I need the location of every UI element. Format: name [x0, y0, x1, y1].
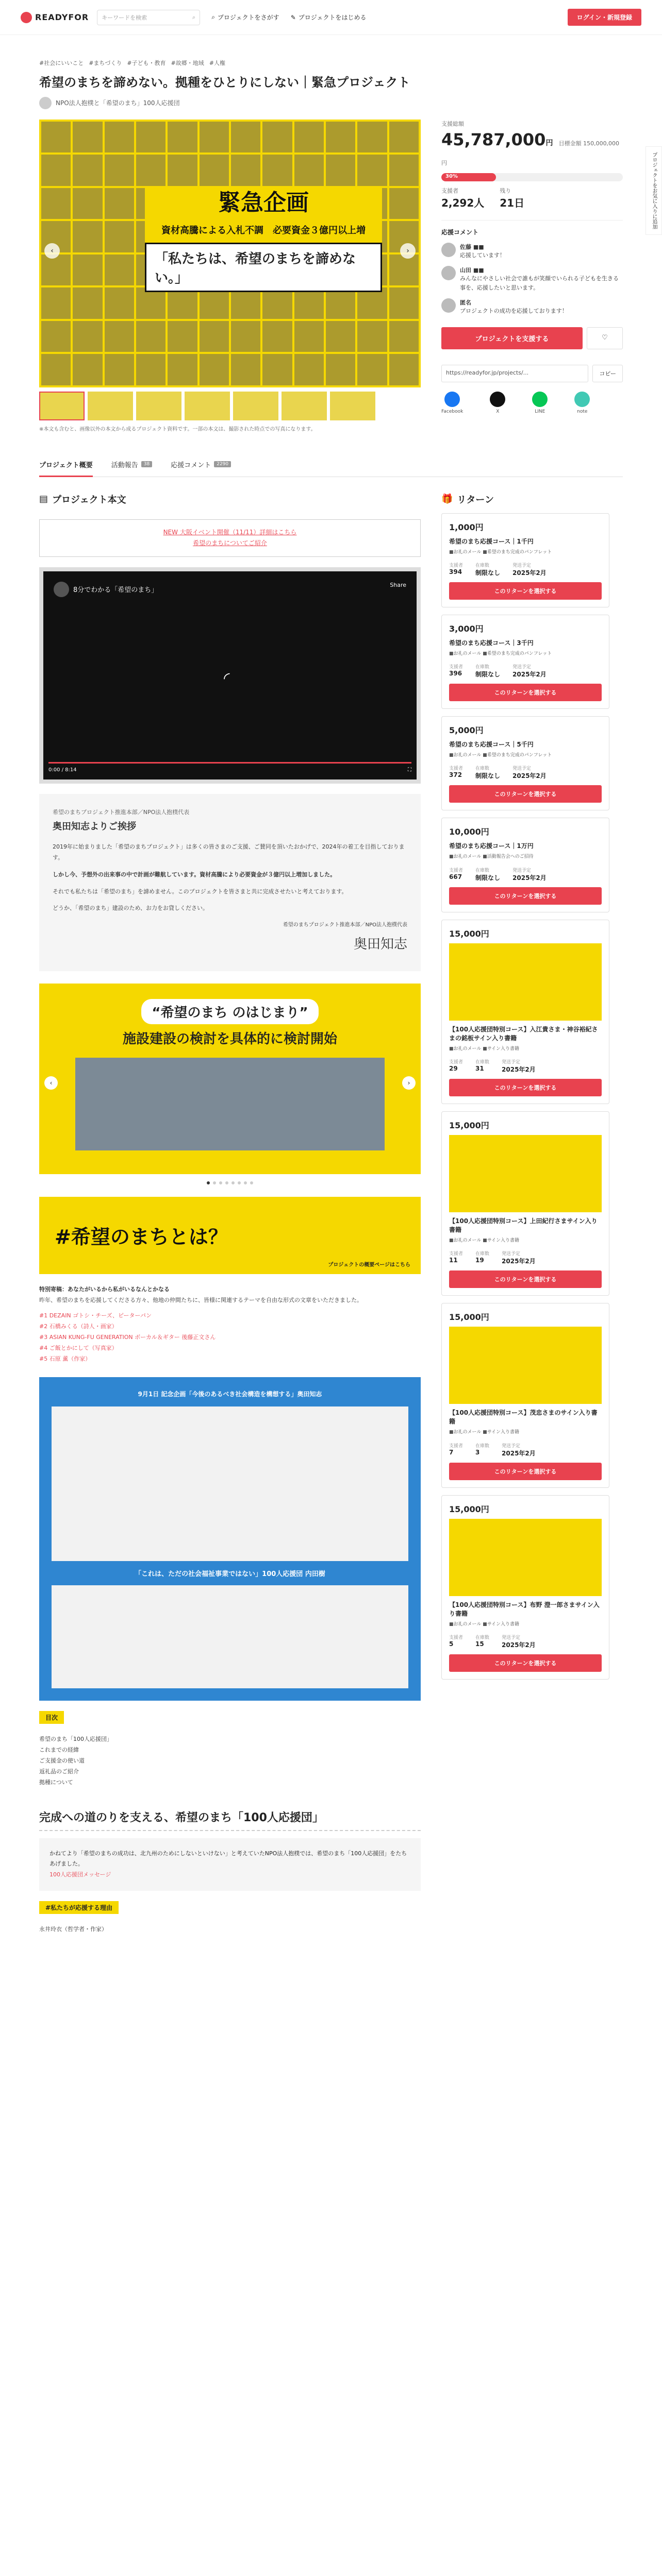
start-slider: “希望のまち のはじまり” 施設建設の検討を具体的に検討開始 ‹ ›	[39, 984, 421, 1174]
collage-photo	[73, 221, 102, 252]
comment-item: 山田 ■■ みんなにやさしい社会で誰もが笑顔でいられる子どもを生きる事を、応援したいと思います。	[441, 266, 623, 292]
collage-photo	[168, 155, 197, 186]
video-controls[interactable]: 0:00 / 8:14 ⛶	[48, 762, 411, 774]
facebook-share[interactable]: Facebook	[441, 392, 463, 414]
collage-photo	[231, 354, 260, 385]
reward-price: 15,000円	[449, 1504, 489, 1514]
toc-item[interactable]: 拠種について	[39, 1778, 73, 1786]
collage-photo	[389, 188, 419, 219]
select-reward-button[interactable]: このリターンを選択する	[449, 1654, 602, 1672]
next-arrow-icon[interactable]: ›	[400, 243, 416, 259]
collage-photo	[136, 287, 166, 319]
header	[0, 0, 662, 35]
collage-photo	[41, 155, 71, 186]
collage-photo	[262, 155, 292, 186]
collage-photo	[73, 155, 102, 186]
hero	[39, 120, 421, 434]
reason-tag: #私たちが応援する理由	[39, 1901, 119, 1914]
notice-box	[39, 519, 421, 557]
document-icon: ▤	[39, 494, 48, 505]
logo[interactable]: READYFOR	[21, 12, 89, 23]
reward-card[interactable]	[441, 716, 609, 810]
hero-headline	[145, 187, 382, 290]
prev-arrow-icon[interactable]: ‹	[44, 243, 60, 259]
collage-photo	[326, 122, 355, 153]
collage-photo	[357, 321, 387, 352]
search-input[interactable]: キーワードを検索 ⌕	[97, 10, 200, 25]
event-video[interactable]	[52, 1585, 408, 1688]
collage-photo	[326, 155, 355, 186]
reward-price: 5,000円	[449, 725, 484, 736]
collage-photo	[389, 354, 419, 385]
contribution-link[interactable]: #2 石橋みくる（詩人・画家）	[39, 1323, 118, 1330]
about-banner[interactable]: #希望のまちとは？ プロジェクトの概要ページはこちら	[39, 1197, 421, 1274]
readyfor-logo-icon	[21, 12, 32, 23]
rewards-title: 🎁 リターン	[441, 494, 494, 505]
select-reward-button[interactable]: このリターンを選択する	[449, 1463, 602, 1480]
project-summary	[441, 120, 623, 434]
reward-card[interactable]	[441, 615, 609, 709]
collage-photo	[262, 122, 292, 153]
project-tags	[39, 59, 623, 67]
login-button[interactable]: ログイン・新規登録	[568, 9, 641, 26]
reward-card[interactable]	[441, 1303, 609, 1487]
collage-photo	[41, 287, 71, 319]
x-icon	[490, 392, 505, 407]
favorite-button[interactable]: ♡	[587, 327, 623, 349]
collage-photo	[294, 287, 324, 319]
collage-photo	[231, 122, 260, 153]
collage-photo	[105, 155, 134, 186]
toc-item[interactable]: 返礼品のご紹介	[39, 1768, 79, 1775]
contribution-link[interactable]: #4 ご飯とかにして（写真家）	[39, 1345, 118, 1352]
collage-photo	[294, 155, 324, 186]
thumbnail[interactable]	[39, 392, 85, 420]
collage-photo	[73, 354, 102, 385]
hero-kinkyu: 緊急企画	[218, 189, 309, 216]
x-share[interactable]: X	[490, 392, 505, 414]
collage-photo	[136, 155, 166, 186]
collage-photo	[41, 188, 71, 219]
construction-image	[75, 1058, 385, 1150]
reward-meta: 支援者 372 在庫数 制限なし 発送予定 2025年2月	[449, 766, 547, 780]
find-projects-link[interactable]: ⌕ プロジェクトをさがす	[211, 13, 279, 21]
hero-thumbnails	[39, 392, 421, 420]
event-link[interactable]: NEW 大阪イベント開催（11/11）詳細はこちら	[163, 528, 297, 536]
event-banner: 9月1日 記念企画「今後のあるべき社会構造を構想する」奥田知志 「これは、ただの社会福祉事業ではない」100人応援団 内田樹	[39, 1377, 421, 1701]
select-reward-button[interactable]: このリターンを選択する	[449, 582, 602, 600]
video-player[interactable]: 8分でわかる「希望のまち」 Share ◜ 0:00 / 8:14 ⛶	[39, 567, 421, 784]
reward-image	[449, 943, 602, 1021]
section-heading: 完成への道のりを支える、希望のまち「100人応援団」	[39, 1809, 421, 1831]
reward-image	[449, 1135, 602, 1212]
toc-label: 目次	[39, 1711, 64, 1724]
collage-photo	[262, 287, 292, 319]
greeting-letter: 希望のまちプロジェクト推進本部／NPO法人抱樸代表 奥田知志よりご挨拶 2019年に始まりました「希望のまちプロジェクト」は多くの皆さまのご支援、ご賛同を頂いたおかげで、2024年の着工を目指しております。 しかし今、予想外の出来事の中で計画が難航しています。資材高騰により必要資金が３億円以上増加しました。 それでも私たちは「希望のまち」を諦めません。このプロジェクトを皆さまと共に完成させたいと考えております。 どうか、「希望のまち」建設のため、お力をお貸しください。 希望のまちプロジェクト推進本部／NPO法人抱樸代表 奥田知志	[39, 794, 421, 971]
reward-meta: 支援者 29 在庫数 31 発送予定 2025年2月	[449, 1060, 536, 1074]
collage-photo	[231, 321, 260, 352]
special-contributions: 特別寄稿：あなたがいるから私がいるなんとかなる 昨年、希望のまちを応援してくださる方々、他地の仲間たちに、皆様に関連するテーマを自由な形式の文章をいただきました。 #1 DEZAIN ゴトシ・チーズ、ピーターパン #2 石橋みくる（詩人・画家） #3 ASIAN KUNG-FU GENERATION ボーカル＆ギター 後藤正文さん #4 ご飯とかにして（写真家） #5 石原 薫（作家）	[39, 1285, 362, 1363]
toc-item[interactable]: 希望のまち「100人応援団」	[39, 1736, 112, 1743]
contribution-link[interactable]: #5 石原 薫（作家）	[39, 1355, 91, 1363]
collage-photo	[200, 321, 229, 352]
facebook-icon	[444, 392, 460, 407]
collage-photo	[357, 155, 387, 186]
start-project-link[interactable]: ✎ プロジェクトをはじめる	[290, 13, 367, 21]
collage-photo	[41, 255, 71, 286]
reward-price: 15,000円	[449, 928, 489, 939]
collage-photo	[357, 287, 387, 319]
reward-card[interactable]	[441, 513, 609, 607]
amount-label: 支援総額	[441, 120, 464, 127]
collage-photo	[41, 321, 71, 352]
collage-photo	[389, 321, 419, 352]
thumbnail[interactable]	[233, 392, 278, 420]
reward-meta: 支援者 667 在庫数 制限なし 発送予定 2025年2月	[449, 868, 547, 882]
project-title: 希望のまちを諦めない。拠種をひとりにしない｜緊急プロジェクト	[39, 75, 410, 90]
project-tag[interactable]: #まちづくり	[89, 60, 122, 66]
thumbnail[interactable]	[330, 392, 375, 420]
reward-title: 【100人応援団特別コース】布野 澄一郎さまサイン入り書籍	[449, 1601, 600, 1617]
note-share[interactable]: note	[574, 392, 590, 414]
collage-photo	[73, 122, 102, 153]
header-nav	[211, 13, 366, 22]
collage-photo	[231, 155, 260, 186]
reward-desc: ■お礼のメール ■サイン入り書籍	[449, 1430, 520, 1435]
backers-count: 2,292人	[441, 196, 485, 209]
collage-photo	[105, 354, 134, 385]
collage-photo	[41, 122, 71, 153]
collage-photo	[41, 354, 71, 385]
reward-meta: 支援者 11 在庫数 19 発送予定 2025年2月	[449, 1251, 536, 1265]
event-video[interactable]	[52, 1406, 408, 1561]
thumbnail[interactable]	[282, 392, 327, 420]
collage-photo	[294, 321, 324, 352]
reward-desc: ■お礼のメール ■希望のまち完成のパンフレット	[449, 651, 552, 656]
collage-photo	[136, 122, 166, 153]
reward-card[interactable]	[441, 1111, 609, 1296]
select-reward-button[interactable]: このリターンを選択する	[449, 887, 602, 905]
sns-share	[441, 392, 623, 414]
video-share-button[interactable]: Share	[390, 581, 406, 588]
contribution-link[interactable]: #1 DEZAIN ゴトシ・チーズ、ピーターパン	[39, 1312, 152, 1319]
collage-photo	[200, 155, 229, 186]
collage-photo	[105, 255, 134, 286]
collage-photo	[294, 354, 324, 385]
hero-caption: ※本文も含むと、画像以外の本文から成るプロジェクト資料です。一部の本文は、撮影された時点での写真になります。	[39, 426, 316, 432]
project-tag[interactable]: #人権	[209, 60, 225, 66]
toc-item[interactable]: これまでの経緯	[39, 1747, 79, 1754]
reward-desc: ■お礼のメール ■サイン入り書籍	[449, 1046, 520, 1052]
channel-avatar	[54, 582, 69, 597]
commenter-avatar	[441, 298, 456, 313]
supporters-box: かねてより「希望のまちの成功は、北九州のためにしないといけない」と考えていたNPO法人抱樸では、希望のまち「100人応援団」をたちあげました。 100人応援団メッセージ	[39, 1838, 421, 1891]
reward-card[interactable]	[441, 818, 609, 912]
table-of-contents	[39, 1734, 421, 1788]
thumbnail[interactable]	[136, 392, 181, 420]
reward-image	[449, 1327, 602, 1404]
reward-card[interactable]	[441, 920, 609, 1104]
amount: 45,787,000円 目標金額 150,000,000円	[441, 129, 620, 166]
reward-title: 【100人応援団特別コース】茂忠さまのサイン入り書籍	[449, 1409, 598, 1426]
reward-desc: ■お礼のメール ■サイン入り書籍	[449, 1621, 520, 1627]
commenter-avatar	[441, 266, 456, 280]
tab-1[interactable]: 活動報告 38	[111, 460, 152, 469]
slider-dots[interactable]	[39, 1181, 421, 1184]
thumbnail[interactable]	[185, 392, 230, 420]
supporter-name: 永井玲衣（哲学者・作家）	[39, 1926, 107, 1933]
collage-photo	[262, 354, 292, 385]
collage-photo	[168, 354, 197, 385]
collage-photo	[168, 321, 197, 352]
section-title: ▤ プロジェクト本文	[39, 494, 126, 505]
loading-spinner-icon: ◜	[224, 669, 230, 687]
collage-photo	[326, 287, 355, 319]
collage-photo	[105, 287, 134, 319]
thumbnail[interactable]	[88, 392, 133, 420]
collage-photo	[105, 122, 134, 153]
reward-meta: 支援者 396 在庫数 制限なし 発送予定 2025年2月	[449, 665, 547, 679]
line-share[interactable]: LINE	[532, 392, 548, 414]
reward-price: 15,000円	[449, 1121, 489, 1131]
collage-photo	[168, 122, 197, 153]
comment-item: 匿名 プロジェクトの成功を応援しております！	[441, 298, 623, 316]
rewards	[441, 493, 609, 1936]
collage-photo	[357, 122, 387, 153]
collage-photo	[262, 321, 292, 352]
tab-2[interactable]: 応援コメント 2290	[171, 460, 231, 469]
fullscreen-icon[interactable]: ⛶	[408, 767, 411, 773]
search-icon[interactable]: ⌕	[192, 13, 196, 21]
project-tabs	[39, 460, 623, 477]
owner[interactable]: NPO法人抱樸と「希望のまち」100人応援団	[39, 97, 623, 109]
hero-sub: 資材高騰による入札不調 必要資金３億円以上増	[161, 225, 366, 236]
collage-photo	[389, 155, 419, 186]
comment-item: 佐藤 ■■ 応援しています！	[441, 243, 623, 260]
select-reward-button[interactable]: このリターンを選択する	[449, 785, 602, 803]
select-reward-button[interactable]: このリターンを選択する	[449, 684, 602, 701]
reward-meta: 支援者 394 在庫数 制限なし 発送予定 2025年2月	[449, 563, 547, 577]
reward-price: 15,000円	[449, 1312, 489, 1323]
project-tag[interactable]: #社会にいいこと	[39, 60, 84, 66]
comments: 応援コメント 佐藤 ■■ 応援しています！ 山田 ■■ みんなにやさしい社会で誰もが笑顔でいられる子どもを生きる事を、応援したいと思います。 匿名 プロジェクトの成功を応援しております！	[441, 220, 623, 316]
reward-desc: ■お礼のメール ■サイン入り書籍	[449, 1238, 520, 1244]
hero-image	[39, 120, 421, 387]
owner-avatar	[39, 97, 52, 109]
collage-photo	[73, 255, 102, 286]
toc-item[interactable]: ご支援金の使い道	[39, 1757, 85, 1764]
collage-photo	[200, 287, 229, 319]
reward-price: 10,000円	[449, 827, 489, 837]
collage-photo	[105, 188, 134, 219]
project-body	[39, 493, 421, 1936]
reward-title: 希望のまち応援コース｜5千円	[449, 741, 534, 749]
collage-photo	[168, 287, 197, 319]
support-button[interactable]: プロジェクトを支援する	[441, 327, 583, 349]
collage-photo	[357, 354, 387, 385]
hero-quote: 「私たちは、希望のまちを諦めない。」	[145, 243, 382, 292]
project-tag[interactable]: #故郷・地域	[171, 60, 204, 66]
note-icon	[574, 392, 590, 407]
supporters-message-link[interactable]: 100人応援団メッセージ	[49, 1871, 111, 1878]
reward-image	[449, 1519, 602, 1596]
collage-photo	[231, 287, 260, 319]
days-left: 21日	[500, 196, 525, 209]
collage-photo	[105, 221, 134, 252]
signature: 奥田知志	[353, 937, 407, 953]
tab-0[interactable]: プロジェクト概要	[39, 460, 93, 477]
collage-photo	[73, 287, 102, 319]
reward-meta: 支援者 7 在庫数 3 発送予定 2025年2月	[449, 1443, 536, 1457]
reward-title: 希望のまち応援コース｜3千円	[449, 639, 534, 647]
contribution-link[interactable]: #3 ASIAN KUNG-FU GENERATION ボーカル＆ギター 後藤正文さん	[39, 1334, 216, 1341]
share-url	[441, 365, 623, 382]
reward-title: 希望のまち応援コース｜1万円	[449, 842, 534, 850]
reward-card[interactable]	[441, 1495, 609, 1680]
reward-desc: ■お礼のメール ■希望のまち完成のパンフレット	[449, 549, 552, 555]
copy-button[interactable]: コピー	[592, 365, 623, 382]
collage-photo	[136, 321, 166, 352]
reward-title: 希望のまち応援コース｜1千円	[449, 537, 534, 545]
collage-photo	[389, 255, 419, 286]
collage-photo	[294, 122, 324, 153]
reward-meta: 支援者 5 在庫数 15 発送予定 2025年2月	[449, 1635, 536, 1649]
reward-title: 【100人応援団特別コース】上田紀行さまサイン入り書籍	[449, 1217, 598, 1234]
gift-icon: 🎁	[441, 494, 453, 505]
collage-photo	[326, 354, 355, 385]
url-field[interactable]: https://readyfor.jp/projects/...	[441, 365, 588, 382]
next-arrow-icon[interactable]: ›	[402, 1076, 416, 1090]
collage-photo	[200, 354, 229, 385]
reward-desc: ■お礼のメール ■希望のまち完成のパンフレット	[449, 753, 552, 758]
reward-desc: ■お礼のメール ■活動報告会へのご招待	[449, 854, 534, 860]
intro-link[interactable]: 希望のまちについてご紹介	[193, 539, 267, 547]
project-tag[interactable]: #子ども・教育	[127, 60, 166, 66]
reward-price: 3,000円	[449, 623, 484, 634]
collage-photo	[200, 122, 229, 153]
collage-photo	[326, 321, 355, 352]
prev-arrow-icon[interactable]: ‹	[44, 1076, 58, 1090]
commenter-avatar	[441, 243, 456, 257]
collage-photo	[136, 354, 166, 385]
line-icon	[532, 392, 548, 407]
reward-price: 1,000円	[449, 522, 484, 532]
progress-bar: 30%	[441, 173, 623, 181]
select-reward-button[interactable]: このリターンを選択する	[449, 1270, 602, 1288]
reward-title: 【100人応援団特別コース】入江貴さま・神谷裕紀さまの銘板サイン入り書籍	[449, 1025, 598, 1042]
collage-photo	[73, 188, 102, 219]
collage-photo	[389, 122, 419, 153]
collage-photo	[105, 321, 134, 352]
collage-photo	[73, 321, 102, 352]
collage-photo	[389, 287, 419, 319]
stats: 支援者 2,292人 残り 21日	[441, 187, 525, 209]
select-reward-button[interactable]: このリターンを選択する	[449, 1079, 602, 1096]
favorite-side-tab[interactable]: プロジェクトをお気に入りに追加	[646, 146, 662, 235]
